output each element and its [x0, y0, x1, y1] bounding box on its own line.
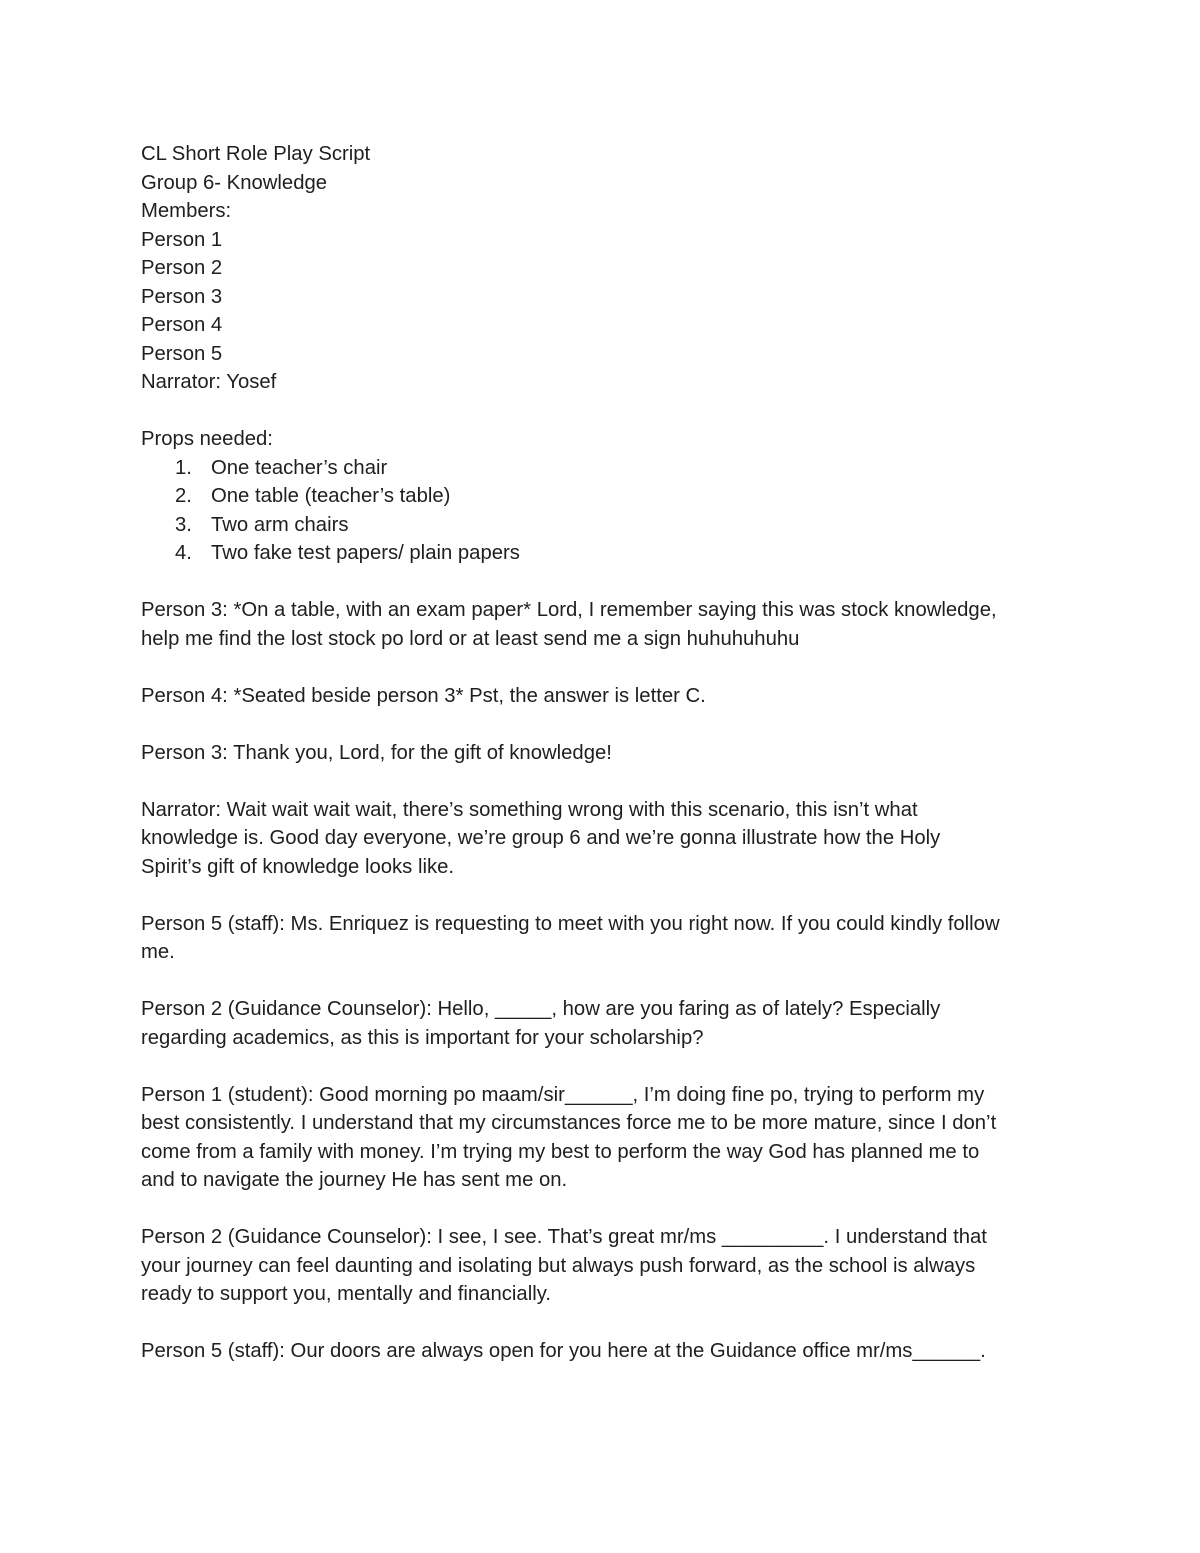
document-title: CL Short Role Play Script — [141, 143, 371, 165]
dialogue-paragraph — [141, 995, 1071, 1052]
dialogue-line: Person 2 (Guidance Counselor): I see, I see. That’s great mr/ms _________. I understand that — [141, 1226, 987, 1248]
dialogue-paragraph — [141, 910, 1071, 967]
member-item: Person 4 — [141, 314, 223, 336]
prop-text: Two fake test papers/ plain papers — [211, 542, 520, 564]
dialogue-line: Person 1 (student): Good morning po maam/sir______, I’m doing fine po, trying to perform my — [141, 1083, 985, 1106]
document-body — [141, 140, 1071, 1366]
prop-number: 1. — [175, 456, 192, 479]
spacer — [141, 568, 1071, 597]
dialogue-line: ready to support you, mentally and financially. — [141, 1283, 551, 1305]
dialogue-line: Person 5 (staff): Ms. Enriquez is requesting to meet with you right now. If you could kindly follow — [141, 912, 1000, 935]
dialogue-line: regarding academics, as this is important for your scholarship? — [141, 1026, 704, 1049]
spacer — [141, 1195, 1071, 1224]
dialogue-paragraph — [141, 682, 1071, 711]
dialogue-line: Person 3: Thank you, Lord, for the gift of knowledge! — [141, 741, 612, 764]
prop-number: 4. — [175, 542, 192, 564]
prop-text: One table (teacher’s table) — [211, 485, 451, 507]
prop-text: Two arm chairs — [211, 513, 349, 536]
prop-number: 3. — [175, 513, 192, 536]
spacer — [141, 653, 1071, 682]
dialogue-line: Person 2 (Guidance Counselor): Hello, _____, how are you faring as of lately? Especially — [141, 998, 941, 1020]
spacer — [141, 967, 1071, 996]
narrator-line: Narrator: Yosef — [141, 371, 277, 393]
member-item: Person 3 — [141, 285, 223, 308]
dialogue-line: knowledge is. Good day everyone, we’re group 6 and we’re gonna illustrate how the Holy — [141, 827, 941, 849]
dialogue-line: Person 3: *On a table, with an exam paper* Lord, I remember saying this was stock knowledge, — [141, 599, 997, 621]
dialogue-line: your journey can feel daunting and isolating but always push forward, as the school is always — [141, 1254, 976, 1277]
dialogue-line: Person 5 (staff): Our doors are always open for you here at the Guidance office mr/ms______. — [141, 1340, 986, 1362]
member-item: Person 5 — [141, 342, 223, 365]
dialogue-line: Narrator: Wait wait wait wait, there’s something wrong with this scenario, this isn’t what — [141, 798, 918, 821]
dialogue-line: me. — [141, 941, 175, 963]
dialogue-line: Spirit’s gift of knowledge looks like. — [141, 855, 455, 878]
dialogue-paragraph — [141, 739, 1071, 768]
dialogue-line: best consistently. I understand that my circumstances force me to be more mature, since I don’t — [141, 1112, 997, 1134]
members-label: Members: — [141, 200, 232, 222]
dialogue-line: come from a family with money. I’m trying my best to perform the way God has planned me to — [141, 1140, 980, 1163]
member-item: Person 2 — [141, 257, 223, 279]
prop-item — [141, 511, 1071, 540]
dialogue-line: Person 4: *Seated beside person 3* Pst, the answer is letter C. — [141, 684, 706, 707]
prop-number: 2. — [175, 485, 192, 507]
spacer — [141, 397, 1071, 426]
member-item: Person 1 — [141, 228, 223, 251]
dialogue-paragraph — [141, 796, 1071, 882]
prop-item — [141, 482, 1071, 511]
dialogue-line: help me find the lost stock po lord or at least send me a sign huhuhuhuhu — [141, 627, 800, 650]
prop-item — [141, 539, 1071, 568]
dialogue-paragraph — [141, 596, 1071, 653]
spacer — [141, 767, 1071, 796]
prop-item — [141, 454, 1071, 483]
spacer — [141, 1309, 1071, 1338]
props-list — [141, 454, 1071, 568]
group-name: Group 6- Knowledge — [141, 171, 328, 194]
spacer — [141, 710, 1071, 739]
dialogue-paragraph — [141, 1081, 1071, 1195]
dialogue-paragraph — [141, 1223, 1071, 1309]
dialogue-paragraph — [141, 1337, 1071, 1366]
prop-text: One teacher’s chair — [211, 456, 388, 479]
spacer — [141, 1052, 1071, 1081]
props-label: Props needed: — [141, 428, 273, 450]
spacer — [141, 881, 1071, 910]
dialogue-line: and to navigate the journey He has sent me on. — [141, 1169, 568, 1191]
